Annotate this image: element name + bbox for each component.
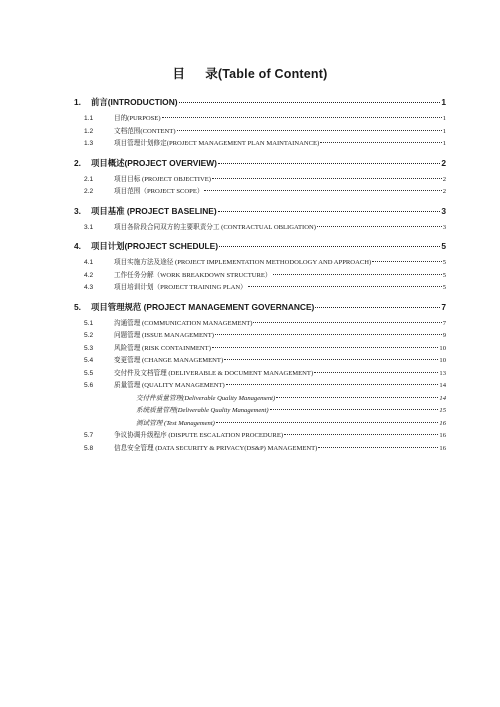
toc-entry-number: 2.1 — [84, 175, 94, 183]
toc-entry-level2[interactable] — [74, 380, 446, 393]
toc-page-number: 5 — [442, 259, 446, 266]
toc-title-rest: 录(Table of Content) — [205, 67, 328, 81]
toc-page-number: 3 — [442, 223, 446, 231]
toc-dot-leader — [179, 102, 441, 103]
toc-dot-leader — [226, 384, 439, 385]
toc-entry-text: 系统质量管理(Deliverable Quality Management) — [136, 407, 269, 414]
toc-entry-number: 1.2 — [84, 127, 94, 135]
toc-dot-leader — [218, 211, 441, 212]
toc-page-number: 1 — [442, 127, 446, 135]
toc-page-number: 1 — [441, 97, 446, 107]
toc-entry-text: 项目管理规范 (PROJECT MANAGEMENT GOVERNANCE) — [91, 301, 315, 312]
toc-dot-leader — [162, 117, 442, 118]
toc-page-number: 13 — [439, 369, 446, 377]
toc-entry-level2[interactable] — [74, 126, 446, 139]
toc-entry-number: 4.2 — [84, 271, 94, 279]
toc-entry-level2[interactable] — [74, 430, 446, 443]
toc-entry-level1[interactable] — [74, 205, 446, 218]
toc-entry-level1[interactable] — [74, 301, 446, 314]
toc-page-number: 5 — [441, 241, 446, 251]
toc-entry-text: 项目范围（PROJECT SCOPE） — [114, 188, 204, 195]
toc-entry-text: 目的(PURPOSE) — [114, 115, 161, 122]
toc-entry-text: 争议协调升级程序 (DISPUTE ESCALATION PROCEDURE) — [114, 432, 284, 439]
toc-page-number: 14 — [439, 394, 446, 402]
toc-entry-text: 测试管理 (Test Management) — [136, 419, 215, 427]
toc-entry-number: 2.2 — [84, 188, 94, 195]
toc-entry-number: 5.3 — [84, 344, 94, 352]
toc-entry-number: 5.7 — [84, 432, 94, 439]
toc-page-number: 2 — [441, 157, 446, 168]
toc-title — [0, 64, 500, 82]
toc-entry-level2[interactable] — [74, 270, 446, 283]
toc-entry-text: 项目计划(PROJECT SCHEDULE) — [91, 241, 219, 251]
toc-page-number: 16 — [439, 432, 446, 439]
toc-dot-leader — [276, 397, 438, 398]
toc-entry-level3[interactable] — [74, 405, 446, 418]
toc-entry-text: 信息安全管理 (DATA SECURITY & PRIVACY(DS&P) MANAGEMENT) — [114, 444, 318, 452]
toc-dot-leader — [177, 130, 442, 131]
toc-entry-number: 5. — [74, 301, 81, 312]
toc-entry-text: 项目概述(PROJECT OVERVIEW) — [91, 157, 217, 168]
toc-entry-number: 1.3 — [84, 140, 94, 147]
toc-dot-leader — [248, 286, 442, 287]
toc-entry-level2[interactable] — [74, 355, 446, 368]
toc-entry-number: 3.1 — [84, 223, 94, 231]
toc-entry-text: 项目管理计划修定(PROJECT MANAGEMENT PLAN MAINTAINANCE) — [114, 140, 320, 147]
toc-entry-level1[interactable] — [74, 240, 446, 253]
toc-entry-text: 项目各阶段合同双方的主要职责分工 (CONTRACTUAL OBLIGATION) — [114, 223, 316, 231]
toc-entry-level2[interactable] — [74, 330, 446, 343]
toc-page-number: 5 — [442, 284, 446, 291]
table-of-contents — [74, 90, 446, 455]
toc-dot-leader — [318, 447, 438, 448]
toc-entry-level2[interactable] — [74, 343, 446, 356]
toc-entry-level2[interactable] — [74, 368, 446, 381]
toc-entry-number: 3. — [74, 205, 81, 216]
toc-entry-text: 前言(INTRODUCTION) — [91, 97, 178, 107]
toc-entry-text: 问题管理 (ISSUE MANAGEMENT) — [114, 332, 215, 339]
toc-entry-text: 变更管理 (CHANGE MANAGEMENT) — [114, 357, 224, 364]
toc-dot-leader — [273, 274, 442, 275]
toc-entry-level1[interactable] — [74, 96, 446, 109]
toc-entry-number: 2. — [74, 157, 81, 168]
toc-entry-number: 5.1 — [84, 319, 94, 327]
toc-page-number: 7 — [442, 319, 446, 327]
toc-entry-number: 4.1 — [84, 259, 94, 266]
toc-page-number: 7 — [441, 301, 446, 312]
toc-entry-level2[interactable] — [74, 222, 446, 235]
toc-entry-number: 1.1 — [84, 115, 94, 122]
toc-entry-text: 质量管理 (QUALITY MANAGEMENT) — [114, 382, 225, 389]
toc-entry-text: 交付件质量管理(Deliverable Quality Management) — [136, 394, 276, 402]
toc-dot-leader — [212, 347, 439, 348]
toc-page-number: 16 — [439, 444, 446, 452]
toc-page-number: 2 — [442, 175, 446, 183]
toc-dot-leader — [219, 246, 440, 247]
toc-page-number: 2 — [442, 188, 446, 195]
toc-page-number: 1 — [442, 115, 446, 122]
toc-entry-level2[interactable] — [74, 174, 446, 187]
toc-dot-leader — [270, 409, 439, 410]
toc-title-cn: 目 — [172, 67, 186, 81]
toc-dot-leader — [215, 334, 442, 335]
toc-entry-level2[interactable] — [74, 257, 446, 270]
toc-entry-number: 4.3 — [84, 284, 94, 291]
toc-dot-leader — [212, 178, 442, 179]
toc-page-number: 1 — [442, 140, 446, 147]
toc-page-number: 3 — [441, 205, 446, 216]
toc-entry-level2[interactable] — [74, 113, 446, 126]
toc-dot-leader — [317, 226, 442, 227]
toc-page-number: 5 — [442, 271, 446, 279]
toc-entry-text: 项目实施方法及途径 (PROJECT IMPLEMENTATION METHODOLOGY AND APPROACH) — [114, 259, 372, 266]
toc-entry-text: 工作任务分解（WORK BREAKDOWN STRUCTURE） — [114, 271, 272, 279]
toc-entry-level2[interactable] — [74, 138, 446, 151]
toc-entry-level2[interactable] — [74, 186, 446, 199]
toc-entry-text: 交付件及文档管理 (DELIVERABLE & DOCUMENT MANAGEMENT) — [114, 369, 314, 377]
toc-dot-leader — [315, 307, 440, 308]
toc-entry-level2[interactable] — [74, 443, 446, 456]
toc-dot-leader — [314, 372, 438, 373]
toc-entry-level1[interactable] — [74, 157, 446, 170]
toc-entry-text: 文档范围(CONTENT) — [114, 127, 176, 135]
toc-entry-text: 项目目标 (PROJECT OBJECTIVE) — [114, 175, 211, 183]
toc-page-number: 10 — [439, 344, 446, 352]
toc-page-number: 10 — [439, 357, 446, 364]
toc-entry-text: 风险管理 (RISK CONTAINMENT) — [114, 344, 211, 352]
toc-entry-number: 5.6 — [84, 382, 94, 389]
toc-entry-level3[interactable] — [74, 418, 446, 431]
toc-dot-leader — [253, 322, 441, 323]
toc-page-number: 15 — [439, 407, 446, 414]
toc-dot-leader — [284, 434, 438, 435]
toc-entry-number: 5.5 — [84, 369, 94, 377]
toc-dot-leader — [320, 142, 441, 143]
toc-entry-number: 4. — [74, 241, 81, 251]
toc-entry-text: 项目基准 (PROJECT BASELINE) — [91, 205, 217, 216]
toc-entry-level3[interactable] — [74, 393, 446, 406]
toc-page-number: 16 — [439, 419, 446, 427]
toc-entry-level2[interactable] — [74, 318, 446, 331]
toc-dot-leader — [224, 359, 438, 360]
toc-page-number: 9 — [442, 332, 446, 339]
toc-dot-leader — [204, 190, 441, 191]
toc-page-number: 14 — [439, 382, 446, 389]
toc-entry-text: 项目培训计划（PROJECT TRAINING PLAN） — [114, 284, 247, 291]
toc-entry-number: 5.4 — [84, 357, 94, 364]
toc-entry-number: 1. — [74, 97, 81, 107]
toc-entry-level2[interactable] — [74, 282, 446, 295]
toc-dot-leader — [216, 422, 439, 423]
toc-dot-leader — [372, 261, 442, 262]
toc-entry-text: 沟通管理 (COMMUNICATION MANAGEMENT) — [114, 319, 253, 327]
toc-entry-number: 5.2 — [84, 332, 94, 339]
toc-entry-number: 5.8 — [84, 444, 94, 452]
toc-dot-leader — [218, 163, 440, 164]
